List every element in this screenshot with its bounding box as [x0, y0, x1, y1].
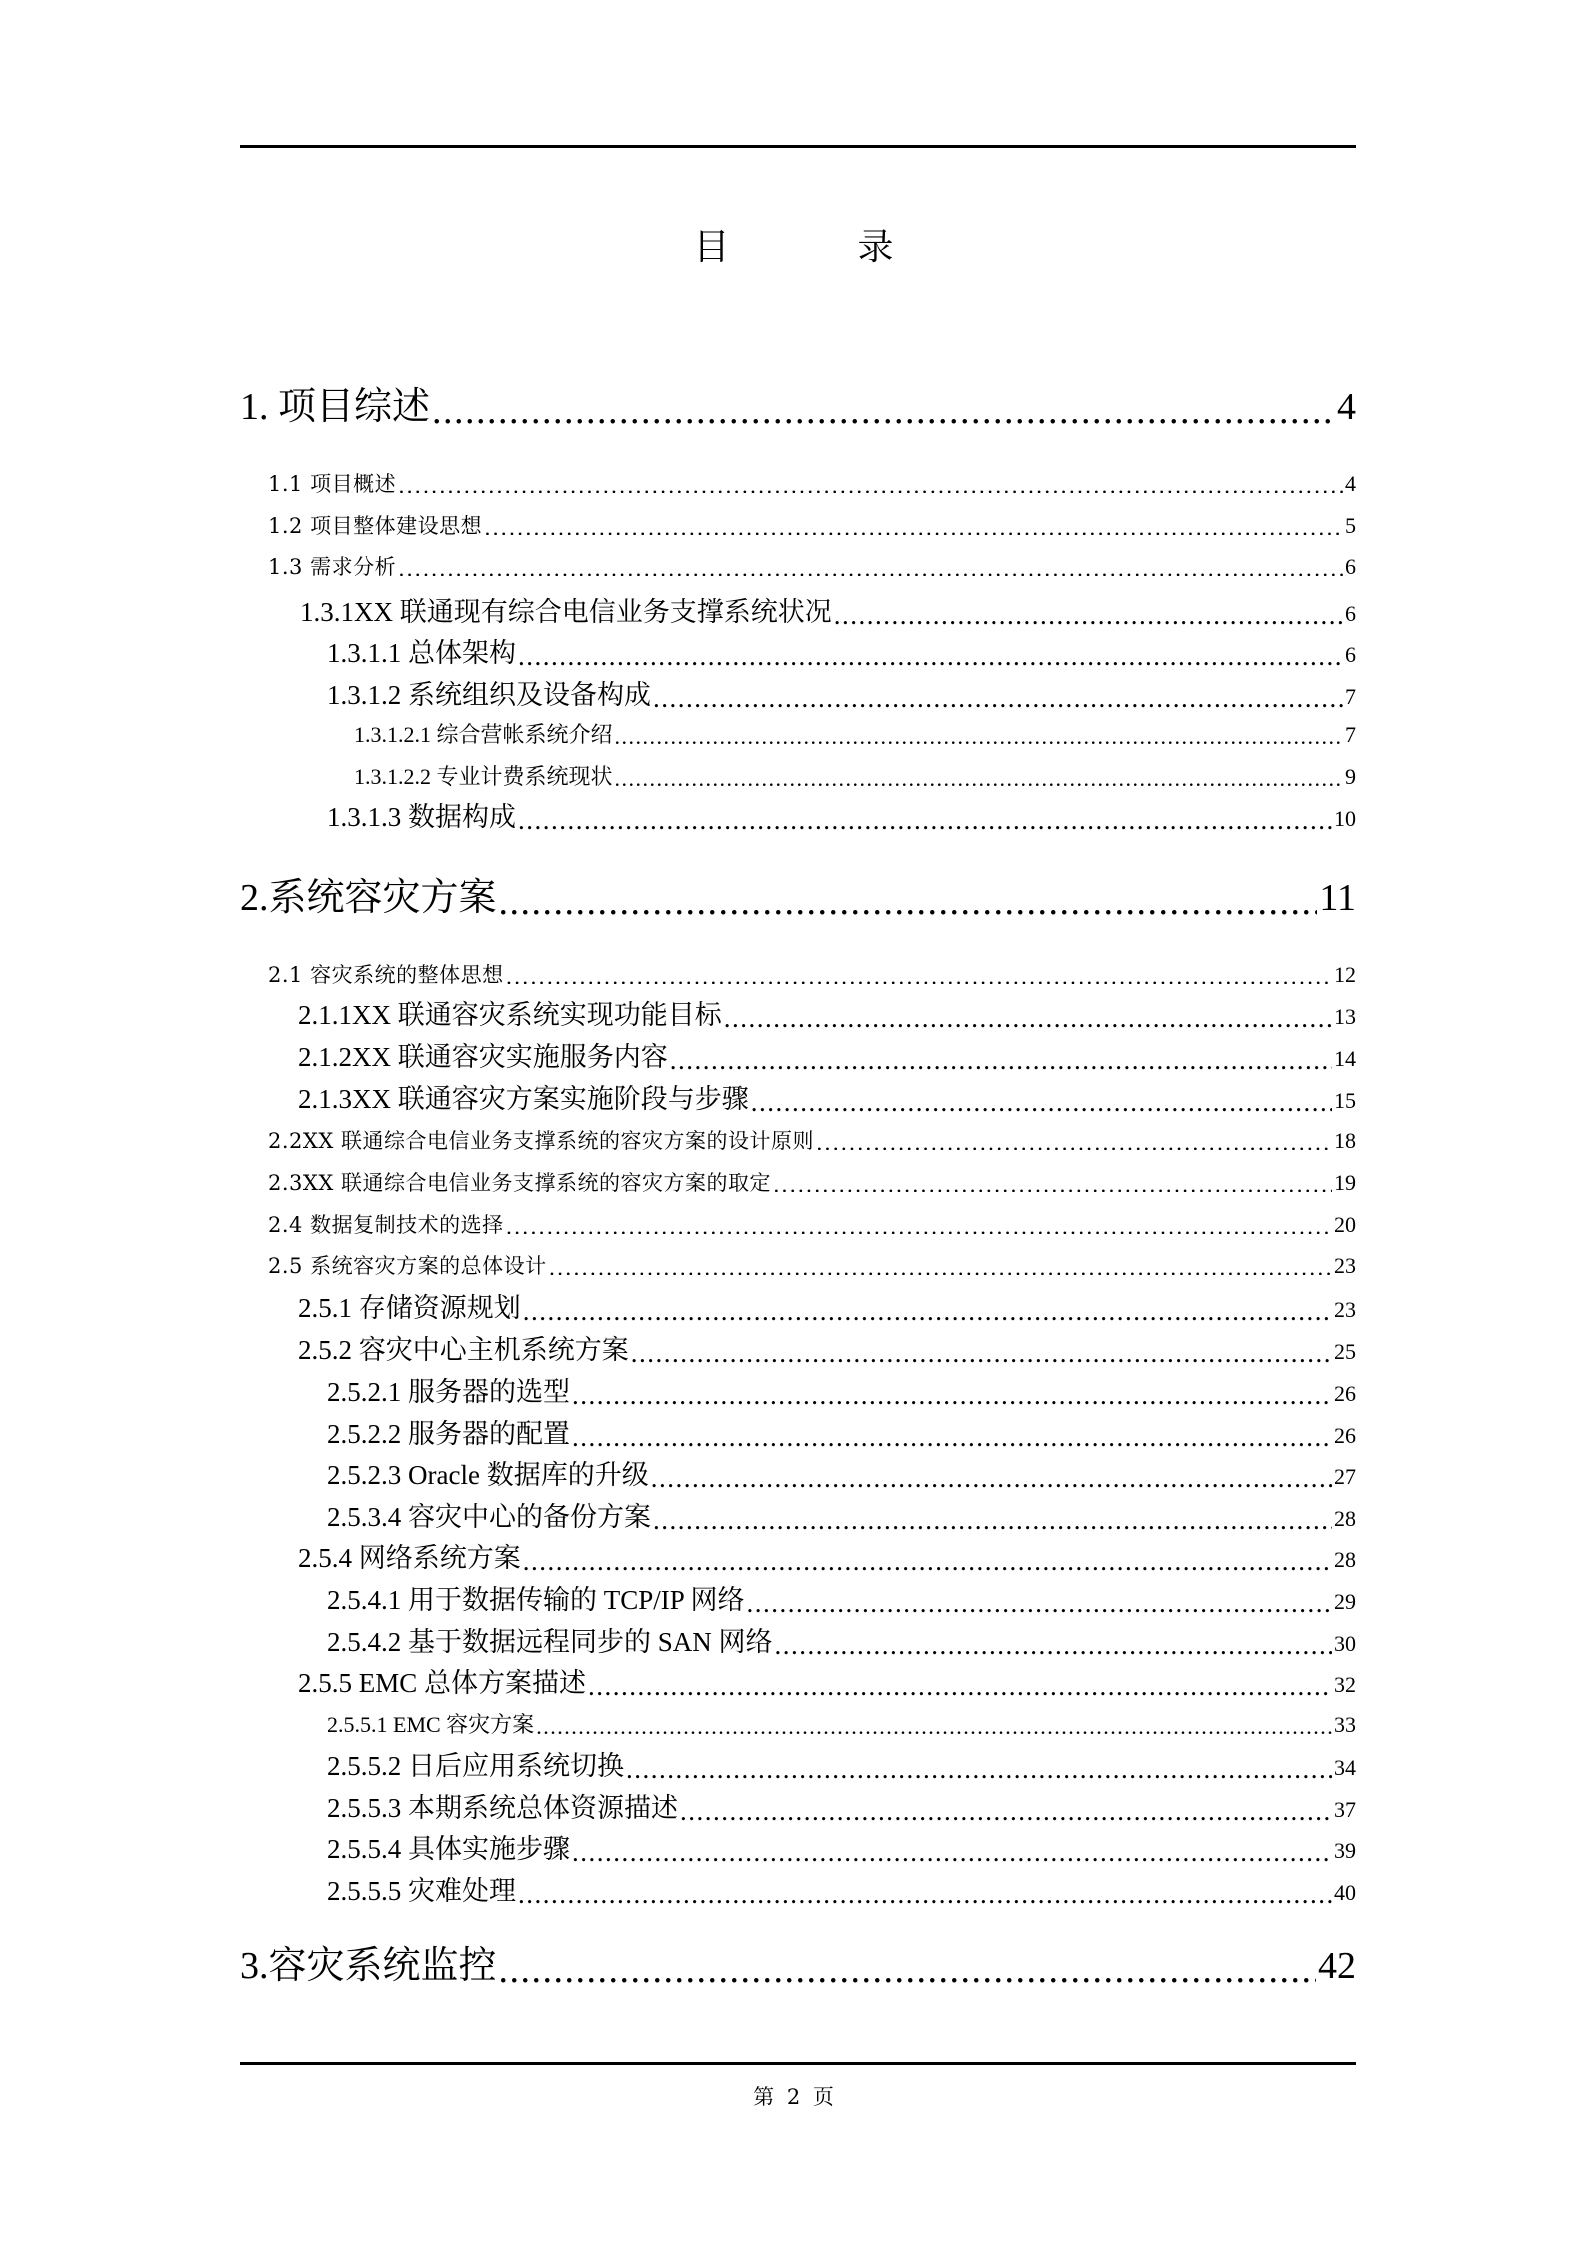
toc-dot-leader: [747, 1586, 1332, 1613]
toc-entry-page-number: 4: [1345, 471, 1356, 496]
toc-entry[interactable]: [298, 998, 1356, 1032]
toc-entry[interactable]: [327, 1625, 1356, 1659]
toc-entry-page-number: 39: [1334, 1838, 1356, 1863]
toc-entry-label: 2.5.4.1 用于数据传输的 TCP/IP 网络: [327, 1585, 745, 1615]
toc-entry[interactable]: [298, 1040, 1356, 1074]
toc-entry-page-number: 28: [1334, 1547, 1356, 1572]
toc-dot-leader: [523, 1294, 1332, 1321]
toc-dot-leader: [724, 1001, 1332, 1028]
toc-dot-leader: [651, 1461, 1332, 1488]
toc-entry[interactable]: [240, 875, 1356, 921]
toc-entry-label: 2.4 数据复制技术的选择: [268, 1213, 504, 1237]
toc-dot-leader: [499, 1947, 1316, 1985]
toc-entry[interactable]: [327, 1710, 1356, 1740]
toc-dot-leader: [518, 803, 1332, 830]
toc-entry-label: 2.1.2XX 联通容灾实施服务内容: [298, 1042, 668, 1072]
toc-entry[interactable]: [327, 1749, 1356, 1783]
toc-entry[interactable]: [268, 512, 1356, 540]
toc-entry[interactable]: [327, 678, 1356, 712]
toc-entry-page-number: 6: [1345, 601, 1356, 626]
toc-entry-label: 2.5.3.4 容灾中心的备份方案: [327, 1502, 651, 1532]
toc-entry-label: 2.3XX 联通综合电信业务支撑系统的容灾方案的取定: [268, 1171, 771, 1195]
toc-dot-leader: [549, 1254, 1332, 1275]
toc-entry-page-number: 42: [1318, 1945, 1356, 1987]
page-number-footer: 第 2 页: [753, 2085, 834, 2109]
toc-entry-page-number: 26: [1334, 1423, 1356, 1448]
toc-dot-leader: [653, 681, 1343, 708]
toc-entry[interactable]: [327, 800, 1356, 834]
toc-entry[interactable]: [268, 470, 1356, 498]
toc-entry-label: 2.5.5 EMC 总体方案描述: [298, 1668, 587, 1698]
toc-dot-leader: [398, 555, 1343, 576]
toc-dot-leader: [615, 764, 1343, 786]
toc-entry-label: 2.5.4 网络系统方案: [298, 1543, 521, 1573]
toc-entry-page-number: 18: [1334, 1128, 1356, 1153]
toc-entry-label: 1. 项目综述: [240, 386, 431, 428]
toc-entry[interactable]: [327, 1458, 1356, 1492]
footer-rule: [240, 2062, 1356, 2065]
toc-entry[interactable]: [298, 1082, 1356, 1116]
toc-dot-leader: [506, 1213, 1332, 1234]
toc-entry-page-number: 15: [1334, 1088, 1356, 1113]
toc-entry[interactable]: [327, 1583, 1356, 1617]
toc-entry-label: 2.1.3XX 联通容灾方案实施阶段与步骤: [298, 1084, 749, 1114]
toc-entry-label: 2.5.5.5 灾难处理: [327, 1876, 516, 1906]
toc-dot-leader: [626, 1752, 1332, 1779]
toc-dot-leader: [536, 1712, 1332, 1734]
toc-dot-leader: [588, 1669, 1332, 1696]
toc-entry-label: 2.5 系统容灾方案的总体设计: [268, 1254, 547, 1278]
toc-entry-label: 2.5.4.2 基于数据远程同步的 SAN 网络: [327, 1627, 773, 1657]
toc-entry-page-number: 34: [1334, 1755, 1356, 1780]
toc-entry[interactable]: [240, 384, 1356, 430]
toc-entry-page-number: 37: [1334, 1797, 1356, 1822]
toc-entry-label: 1.3.1XX 联通现有综合电信业务支撑系统状况: [300, 597, 832, 627]
toc-entry-label: 2.5.2 容灾中心主机系统方案: [298, 1335, 629, 1365]
toc-entry-page-number: 26: [1334, 1381, 1356, 1406]
toc-entry[interactable]: [268, 1252, 1356, 1280]
toc-entry[interactable]: [354, 762, 1356, 792]
toc-entry[interactable]: [298, 1291, 1356, 1325]
toc-dot-leader: [773, 1171, 1332, 1192]
toc-entry-page-number: 10: [1334, 806, 1356, 831]
toc-entry[interactable]: [354, 720, 1356, 750]
toc-dot-leader: [398, 472, 1343, 493]
toc-entry-label: 1.3.1.2.2 专业计费系统现状: [354, 764, 613, 789]
toc-entry-label: 1.3 需求分析: [268, 555, 397, 579]
toc-entry-page-number: 7: [1345, 722, 1356, 747]
toc-entry-label: 1.3.1.2.1 综合营帐系统介绍: [354, 722, 613, 747]
toc-entry[interactable]: [268, 1127, 1356, 1155]
toc-dot-leader: [499, 879, 1318, 917]
toc-entry-page-number: 6: [1345, 554, 1356, 579]
toc-entry-page-number: 25: [1334, 1339, 1356, 1364]
toc-entry[interactable]: [327, 1791, 1356, 1825]
toc-entry-page-number: 29: [1334, 1589, 1356, 1614]
toc-entry-page-number: 11: [1319, 877, 1356, 919]
toc-dot-leader: [751, 1085, 1332, 1112]
toc-entry-page-number: 4: [1337, 386, 1356, 428]
toc-dot-leader: [670, 1043, 1332, 1070]
toc-entry[interactable]: [327, 1832, 1356, 1866]
toc-entry-page-number: 7: [1345, 684, 1356, 709]
toc-entry-page-number: 12: [1334, 962, 1356, 987]
page-title-char-1: 目: [693, 227, 730, 268]
toc-entry-label: 2.5.5.2 日后应用系统切换: [327, 1751, 624, 1781]
toc-entry-label: 2.5.2.2 服务器的配置: [327, 1419, 570, 1449]
toc-entry-label: 1.1 项目概述: [268, 472, 397, 496]
toc-entry-label: 1.3.1.2 系统组织及设备构成: [327, 680, 651, 710]
toc-entry[interactable]: [268, 1169, 1356, 1197]
toc-entry-label: 2.2XX 联通综合电信业务支撑系统的容灾方案的设计原则: [268, 1129, 814, 1153]
toc-entry-label: 2.1.1XX 联通容灾系统实现功能目标: [298, 1000, 722, 1030]
toc-entry-page-number: 28: [1334, 1506, 1356, 1531]
toc-entry[interactable]: [327, 636, 1356, 670]
toc-dot-leader: [506, 963, 1332, 984]
toc-entry[interactable]: [327, 1874, 1356, 1908]
toc-entry[interactable]: [298, 1541, 1356, 1575]
toc-entry-page-number: 9: [1345, 764, 1356, 789]
toc-dot-leader: [572, 1835, 1332, 1862]
toc-entry-label: 2.5.5.3 本期系统总体资源描述: [327, 1793, 678, 1823]
toc-entry-page-number: 13: [1334, 1004, 1356, 1029]
toc-entry-label: 2.系统容灾方案: [240, 877, 497, 919]
toc-entry-page-number: 20: [1334, 1212, 1356, 1237]
toc-dot-leader: [680, 1794, 1332, 1821]
toc-entry-label: 2.1 容灾系统的整体思想: [268, 963, 504, 987]
toc-entry-page-number: 19: [1334, 1170, 1356, 1195]
toc-dot-leader: [631, 1336, 1332, 1363]
toc-entry-label: 1.2 项目整体建设思想: [268, 514, 483, 538]
toc-entry-label: 2.5.2.3 Oracle 数据库的升级: [327, 1460, 649, 1490]
toc-dot-leader: [572, 1420, 1332, 1447]
toc-dot-leader: [518, 1877, 1332, 1904]
toc-entry-page-number: 32: [1334, 1672, 1356, 1697]
toc-dot-leader: [816, 1129, 1332, 1150]
toc-entry[interactable]: [268, 553, 1356, 581]
toc-dot-leader: [834, 598, 1343, 625]
toc-dot-leader: [523, 1544, 1332, 1571]
toc-entry[interactable]: [268, 961, 1356, 989]
toc-entry-page-number: 40: [1334, 1880, 1356, 1905]
toc-entry-page-number: 14: [1334, 1046, 1356, 1071]
toc-entry[interactable]: [268, 1211, 1356, 1239]
toc-entry-page-number: 6: [1345, 642, 1356, 667]
toc-entry[interactable]: [327, 1375, 1356, 1409]
toc-entry-page-number: 27: [1334, 1464, 1356, 1489]
toc-dot-leader: [484, 514, 1343, 535]
toc-entry[interactable]: [327, 1500, 1356, 1534]
toc-entry-page-number: 30: [1334, 1631, 1356, 1656]
toc-entry-page-number: 33: [1334, 1712, 1356, 1737]
toc-entry-label: 2.5.1 存储资源规划: [298, 1293, 521, 1323]
toc-entry-label: 2.5.5.1 EMC 容灾方案: [327, 1712, 535, 1737]
toc-entry-page-number: 5: [1345, 513, 1356, 538]
toc-dot-leader: [615, 722, 1343, 744]
toc-entry[interactable]: [327, 1417, 1356, 1451]
page-title-char-2: 录: [857, 227, 894, 268]
toc-dot-leader: [572, 1378, 1332, 1405]
toc-entry[interactable]: [300, 595, 1356, 629]
toc-entry-page-number: 23: [1334, 1297, 1356, 1322]
toc-dot-leader: [775, 1628, 1332, 1655]
toc-entry-label: 2.5.5.4 具体实施步骤: [327, 1834, 570, 1864]
toc-entry[interactable]: [298, 1333, 1356, 1367]
toc-entry[interactable]: [298, 1666, 1356, 1700]
toc-entry-label: 1.3.1.3 数据构成: [327, 802, 516, 832]
toc-entry-label: 1.3.1.1 总体架构: [327, 638, 516, 668]
toc-dot-leader: [653, 1503, 1332, 1530]
toc-entry-page-number: 23: [1334, 1253, 1356, 1278]
toc-entry-label: 3.容灾系统监控: [240, 1945, 497, 1987]
toc-entry-label: 2.5.2.1 服务器的选型: [327, 1377, 570, 1407]
toc-entry[interactable]: [240, 1943, 1356, 1989]
toc-dot-leader: [518, 639, 1343, 666]
toc-dot-leader: [432, 388, 1335, 426]
